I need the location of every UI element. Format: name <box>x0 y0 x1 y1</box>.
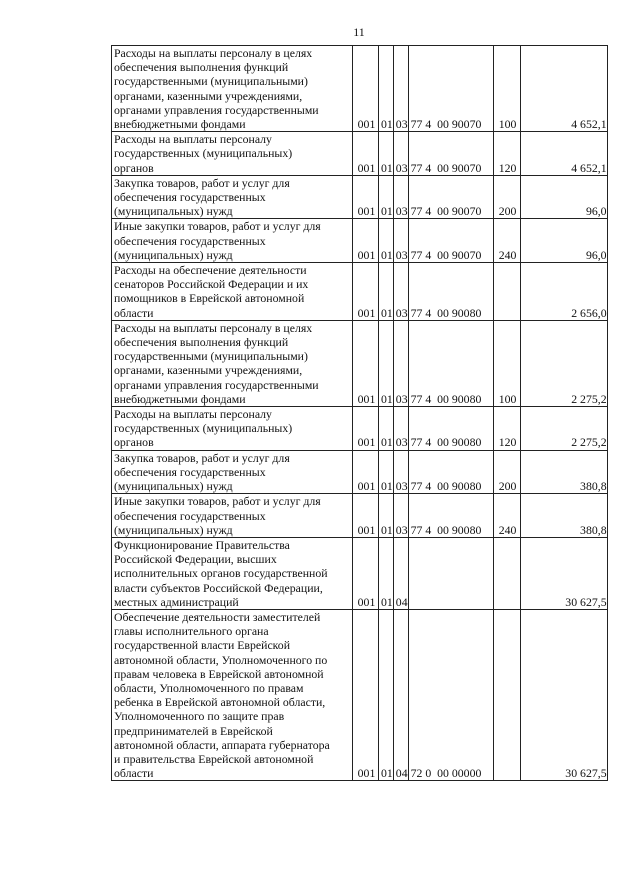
expense-name-line: обеспечения выполнения функций <box>114 60 289 75</box>
amount-cell: 2 275,2 <box>520 407 607 451</box>
budget-table <box>111 45 608 781</box>
ministry-code-cell: 001 <box>353 132 379 176</box>
expense-name-line: органов <box>114 435 154 450</box>
expense-type-code-cell: 240 <box>493 219 520 263</box>
expense-type-code-cell <box>493 537 520 609</box>
expense-name-line: автономной области, Уполномоченного по <box>114 652 328 667</box>
expense-name-cell <box>112 219 353 263</box>
expense-name-line: Уполномоченного по защите прав <box>114 709 285 724</box>
expense-name-line: предпринимателей в Еврейской <box>114 723 273 738</box>
expense-type-code-cell: 100 <box>493 46 520 132</box>
subsection-code-cell: 03 <box>393 263 408 321</box>
expense-name-line: обеспечения государственных <box>114 190 266 205</box>
amount-cell: 4 652,1 <box>520 46 607 132</box>
section-code-cell: 01 <box>379 263 394 321</box>
expense-name-line: Закупка товаров, работ и услуг для <box>114 450 290 465</box>
table-row <box>112 609 608 780</box>
subsection-code-cell: 03 <box>393 450 408 494</box>
expense-name-line: области, Уполномоченного по правам <box>114 680 304 695</box>
expense-name-line: государственных (муниципальных) <box>114 146 293 161</box>
expense-name-line: автономной области, аппарата губернатора <box>114 737 330 752</box>
target-article-code-cell: 77 4 00 90070 <box>408 132 493 176</box>
ministry-code-cell: 001 <box>353 450 379 494</box>
table-row <box>112 407 608 451</box>
expense-name-line: власти субъектов Российской Федерации, <box>114 580 323 595</box>
subsection-code-cell: 03 <box>393 132 408 176</box>
target-article-code-cell: 77 4 00 90080 <box>408 320 493 406</box>
section-code-cell: 01 <box>379 407 394 451</box>
table-row <box>112 175 608 219</box>
section-code-cell: 01 <box>379 609 394 780</box>
expense-name-line: обеспечения государственных <box>114 233 266 248</box>
expense-name-line: Расходы на выплаты персоналу в целях <box>114 320 313 335</box>
table-row <box>112 320 608 406</box>
subsection-code-cell: 04 <box>393 537 408 609</box>
expense-name-cell <box>112 407 353 451</box>
expense-name-cell <box>112 537 353 609</box>
table-row <box>112 537 608 609</box>
expense-name-line: Иные закупки товаров, работ и услуг для <box>114 219 321 234</box>
section-code-cell: 01 <box>379 46 394 132</box>
subsection-code-cell: 03 <box>393 175 408 219</box>
expense-name-line: органов <box>114 160 154 175</box>
target-article-code-cell: 77 4 00 90080 <box>408 494 493 538</box>
target-article-code-cell: 72 0 00 00000 <box>408 609 493 780</box>
table-row <box>112 494 608 538</box>
expense-type-code-cell <box>493 263 520 321</box>
expense-name-line: Закупка товаров, работ и услуг для <box>114 175 290 190</box>
expense-name-line: исполнительных органов государственной <box>114 566 328 581</box>
target-article-code-cell: 77 4 00 90080 <box>408 407 493 451</box>
expense-name-line: Расходы на обеспечение деятельности <box>114 263 307 278</box>
target-article-code-cell: 77 4 00 90070 <box>408 46 493 132</box>
expense-name-line: обеспечения выполнения функций <box>114 335 289 350</box>
subsection-code-cell: 03 <box>393 320 408 406</box>
target-article-code-cell: 77 4 00 90070 <box>408 175 493 219</box>
expense-name-line: местных администраций <box>114 594 239 609</box>
expense-name-line: правам человека в Еврейской автономной <box>114 666 324 681</box>
ministry-code-cell: 001 <box>353 320 379 406</box>
expense-name-line: Российской Федерации, высших <box>114 552 277 567</box>
target-article-code-cell: 77 4 00 90080 <box>408 263 493 321</box>
budget-table-body <box>112 46 608 781</box>
table-row <box>112 132 608 176</box>
table-row <box>112 219 608 263</box>
ministry-code-cell: 001 <box>353 175 379 219</box>
page-number: 11 <box>353 25 365 39</box>
ministry-code-cell: 001 <box>353 407 379 451</box>
amount-cell: 380,8 <box>520 450 607 494</box>
expense-name-line: области <box>114 766 154 781</box>
ministry-code-cell: 001 <box>353 46 379 132</box>
expense-name-line: и правительства Еврейской автономной <box>114 751 314 766</box>
expense-name-line: Расходы на выплаты персоналу в целях <box>114 46 313 60</box>
amount-cell: 380,8 <box>520 494 607 538</box>
expense-name-cell <box>112 132 353 176</box>
expense-name-line: Иные закупки товаров, работ и услуг для <box>114 494 321 509</box>
section-code-cell: 01 <box>379 219 394 263</box>
ministry-code-cell: 001 <box>353 609 379 780</box>
expense-name-line: государственными (муниципальными) <box>114 74 308 89</box>
ministry-code-cell: 001 <box>353 494 379 538</box>
section-code-cell: 01 <box>379 132 394 176</box>
expense-name-line: Расходы на выплаты персоналу <box>114 132 272 147</box>
amount-cell: 2 656,0 <box>520 263 607 321</box>
expense-name-cell <box>112 494 353 538</box>
expense-name-line: главы исполнительного органа <box>114 624 269 639</box>
expense-name-cell <box>112 175 353 219</box>
expense-name-line: Функционирование Правительства <box>114 537 290 552</box>
expense-name-line: органами, казенными учреждениями, <box>114 363 303 378</box>
section-code-cell: 01 <box>379 320 394 406</box>
expense-type-code-cell: 200 <box>493 175 520 219</box>
subsection-code-cell: 03 <box>393 46 408 132</box>
expense-type-code-cell: 120 <box>493 132 520 176</box>
expense-name-line: (муниципальных) нужд <box>114 522 233 537</box>
ministry-code-cell: 001 <box>353 537 379 609</box>
expense-name-cell <box>112 46 353 132</box>
section-code-cell: 01 <box>379 175 394 219</box>
expense-name-line: сенаторов Российской Федерации и их <box>114 277 309 292</box>
amount-cell: 96,0 <box>520 219 607 263</box>
expense-name-cell <box>112 320 353 406</box>
expense-name-line: государственной власти Еврейской <box>114 638 291 653</box>
expense-type-code-cell: 240 <box>493 494 520 538</box>
expense-type-code-cell: 200 <box>493 450 520 494</box>
section-code-cell: 01 <box>379 494 394 538</box>
expense-name-line: внебюджетными фондами <box>114 117 246 132</box>
expense-name-line: обеспечения государственных <box>114 508 266 523</box>
subsection-code-cell: 04 <box>393 609 408 780</box>
expense-type-code-cell: 120 <box>493 407 520 451</box>
expense-name-line: Расходы на выплаты персоналу <box>114 407 272 422</box>
table-row <box>112 450 608 494</box>
subsection-code-cell: 03 <box>393 407 408 451</box>
expense-name-cell <box>112 263 353 321</box>
expense-name-cell <box>112 609 353 780</box>
subsection-code-cell: 03 <box>393 494 408 538</box>
section-code-cell: 01 <box>379 450 394 494</box>
expense-name-line: (муниципальных) нужд <box>114 204 233 219</box>
expense-name-line: области <box>114 305 154 320</box>
expense-name-line: (муниципальных) нужд <box>114 247 233 262</box>
ministry-code-cell: 001 <box>353 219 379 263</box>
target-article-code-cell: 77 4 00 90070 <box>408 219 493 263</box>
table-row <box>112 263 608 321</box>
target-article-code-cell <box>408 537 493 609</box>
expense-name-line: органами, казенными учреждениями, <box>114 88 303 103</box>
amount-cell: 2 275,2 <box>520 320 607 406</box>
amount-cell: 30 627,5 <box>520 537 607 609</box>
expense-type-code-cell <box>493 609 520 780</box>
subsection-code-cell: 03 <box>393 219 408 263</box>
expense-name-cell <box>112 450 353 494</box>
expense-name-line: Обеспечение деятельности заместителей <box>114 609 321 624</box>
ministry-code-cell: 001 <box>353 263 379 321</box>
expense-name-line: органами управления государственными <box>114 377 319 392</box>
expense-name-line: (муниципальных) нужд <box>114 479 233 494</box>
amount-cell: 96,0 <box>520 175 607 219</box>
table-row <box>112 46 608 132</box>
target-article-code-cell: 77 4 00 90080 <box>408 450 493 494</box>
amount-cell: 4 652,1 <box>520 132 607 176</box>
expense-name-line: помощников в Еврейской автономной <box>114 291 305 306</box>
expense-name-line: государственных (муниципальных) <box>114 421 293 436</box>
expense-name-line: внебюджетными фондами <box>114 391 246 406</box>
expense-name-line: обеспечения государственных <box>114 464 266 479</box>
section-code-cell: 01 <box>379 537 394 609</box>
expense-name-line: ребенка в Еврейской автономной области, <box>114 695 326 710</box>
expense-type-code-cell: 100 <box>493 320 520 406</box>
expense-name-line: государственными (муниципальными) <box>114 349 308 364</box>
amount-cell: 30 627,5 <box>520 609 607 780</box>
expense-name-line: органами управления государственными <box>114 102 319 117</box>
